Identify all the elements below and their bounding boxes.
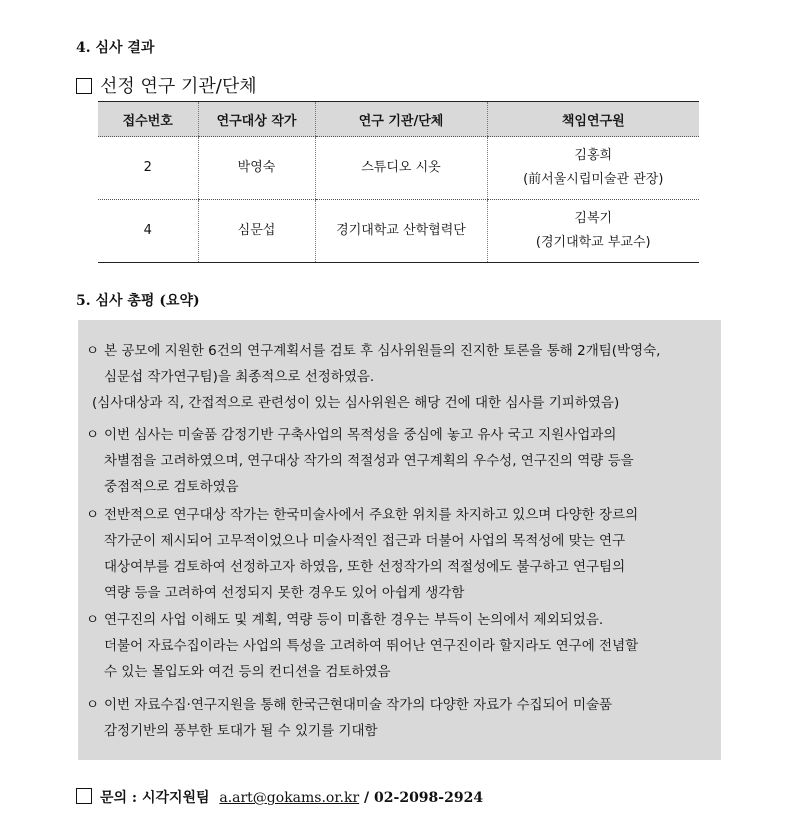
summary-note: (심사대상과 직, 간접적으로 관련성이 있는 심사위원은 해당 건에 대한 심사를 기피하였음) xyxy=(92,395,620,411)
researcher-title: (前서울시립미술관 관장) xyxy=(523,172,664,187)
cell-receipt-no: 4 xyxy=(98,200,198,263)
bullet-circle-icon: ㅇ xyxy=(86,343,100,359)
summary-item xyxy=(86,692,718,744)
contact-line xyxy=(76,787,483,807)
summary-line: 감정기반의 풍부한 토대가 될 수 있기를 기대함 xyxy=(104,723,378,739)
contact-separator: / xyxy=(364,790,370,806)
researcher-name: 김복기 xyxy=(574,211,613,226)
summary-line: 본 공모에 지원한 6건의 연구계획서를 검토 후 심사위원들의 진지한 토론을 통해 2개팀(박영숙, xyxy=(104,343,661,359)
col-header-organization: 연구 기관/단체 xyxy=(315,102,487,137)
table-row xyxy=(98,200,699,263)
cell-organization: 스튜디오 시옷 xyxy=(315,137,487,200)
summary-line: 이번 심사는 미술품 감정기반 구축사업의 목적성을 중심에 놓고 유사 국고 지원사업과의 xyxy=(104,427,617,443)
bullet-circle-icon: ㅇ xyxy=(86,427,100,443)
summary-line: 이번 자료수집·연구지원을 통해 한국근현대미술 작가의 다양한 자료가 수집되어 미술품 xyxy=(104,697,613,713)
summary-item xyxy=(86,607,718,685)
cell-artist: 심문섭 xyxy=(198,200,315,263)
summary-line: 대상여부를 검토하여 선정하고자 하였음, 또한 선정작가의 적절성에도 불구하고 연구팀의 xyxy=(104,559,626,575)
summary-item xyxy=(86,338,718,416)
results-table xyxy=(98,101,699,263)
contact-phone: 02-2098-2924 xyxy=(374,790,484,806)
cell-organization: 경기대학교 산학협력단 xyxy=(315,200,487,263)
researcher-name: 김홍희 xyxy=(574,148,613,163)
col-header-lead-researcher: 책임연구원 xyxy=(487,102,699,137)
summary-line: 전반적으로 연구대상 작가는 한국미술사에서 주요한 위치를 차지하고 있으며 다양한 장르의 xyxy=(104,507,639,523)
summary-line: 심문섭 작가연구팀)을 최종적으로 선정하였음. xyxy=(104,369,375,385)
bullet-circle-icon: ㅇ xyxy=(86,697,100,713)
section-4-heading: 4. 심사 결과 xyxy=(76,40,155,56)
cell-artist: 박영숙 xyxy=(198,137,315,200)
summary-line: 중점적으로 검토하였음 xyxy=(104,479,239,495)
col-header-receipt-no: 접수번호 xyxy=(98,102,198,137)
summary-line: 작가군이 제시되어 고무적이었으나 미술사적인 접근과 더불어 사업의 목적성에 맞는 연구 xyxy=(104,533,626,549)
contact-label: 문의 : 시각지원팀 xyxy=(100,790,210,806)
cell-receipt-no: 2 xyxy=(98,137,198,200)
summary-line: 수 있는 몰입도와 여건 등의 컨디션을 검토하였음 xyxy=(104,664,391,680)
table-header-row xyxy=(98,102,699,137)
col-header-artist: 연구대상 작가 xyxy=(198,102,315,137)
summary-line: 역량 등을 고려하여 선정되지 못한 경우도 있어 아쉽게 생각함 xyxy=(104,585,465,601)
bullet-circle-icon: ㅇ xyxy=(86,507,100,523)
selected-orgs-subheading xyxy=(76,72,257,98)
checkbox-square-icon xyxy=(76,78,92,94)
table-row xyxy=(98,137,699,200)
summary-line: 더불어 자료수집이라는 사업의 특성을 고려하여 뛰어난 연구진이라 할지라도 연구에 전념할 xyxy=(104,638,639,654)
bullet-circle-icon: ㅇ xyxy=(86,612,100,628)
summary-item xyxy=(86,422,718,500)
cell-lead-researcher xyxy=(487,137,699,200)
contact-email-link[interactable]: a.art@gokams.or.kr xyxy=(219,790,360,806)
summary-item xyxy=(86,502,718,606)
checkbox-square-icon xyxy=(76,788,92,804)
summary-line: 차별점을 고려하였으며, 연구대상 작가의 적절성과 연구계획의 우수성, 연구진의 역량 등을 xyxy=(104,453,634,469)
summary-line: 연구진의 사업 이해도 및 계획, 역량 등이 미흡한 경우는 부득이 논의에서 제외되었음. xyxy=(104,612,604,628)
researcher-title: (경기대학교 부교수) xyxy=(535,235,651,250)
cell-lead-researcher xyxy=(487,200,699,263)
selected-orgs-title: 선정 연구 기관/단체 xyxy=(100,76,257,97)
section-5-heading: 5. 심사 총평 (요약) xyxy=(76,293,200,309)
review-summary-panel xyxy=(78,320,721,760)
